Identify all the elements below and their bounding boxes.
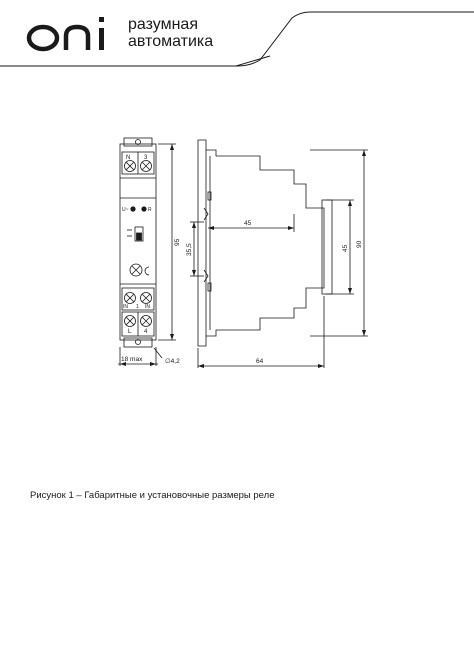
tagline-line-1: разумная — [128, 16, 198, 33]
dim-hole-label: ∅4,2 — [165, 358, 180, 365]
terminal-label-4: 4 — [144, 329, 148, 335]
dim-width-label: 18 max — [121, 356, 143, 363]
brand-tagline — [128, 16, 213, 50]
terminal-label-n: N — [126, 155, 131, 161]
side-view — [198, 140, 332, 346]
terminal-label-1: 1 — [136, 304, 139, 310]
terminal-label-in-2: IN — [145, 304, 150, 310]
led-label-u: U~ — [122, 207, 129, 213]
figure-caption: Рисунок 1 – Габаритные и установочные размеры реле — [30, 490, 275, 501]
dim-90-label: 90 — [356, 240, 363, 248]
dim-64-label: 64 — [256, 358, 264, 365]
oni-logo — [26, 14, 122, 52]
dim-35-5-label: 35,5 — [186, 243, 193, 256]
dim-45-horizontal-label: 45 — [244, 220, 252, 227]
terminal-label-l: L — [128, 329, 132, 335]
dim-95-label: 95 — [174, 238, 181, 246]
dim-45-vertical-label: 45 — [342, 244, 349, 252]
relay-dimension-drawing — [110, 130, 380, 375]
led-label-r: R — [148, 207, 152, 213]
front-view — [118, 138, 162, 366]
terminal-label-3: 3 — [144, 155, 148, 161]
tagline-line-2: автоматика — [128, 33, 214, 50]
terminal-label-in-1: IN — [123, 304, 128, 310]
